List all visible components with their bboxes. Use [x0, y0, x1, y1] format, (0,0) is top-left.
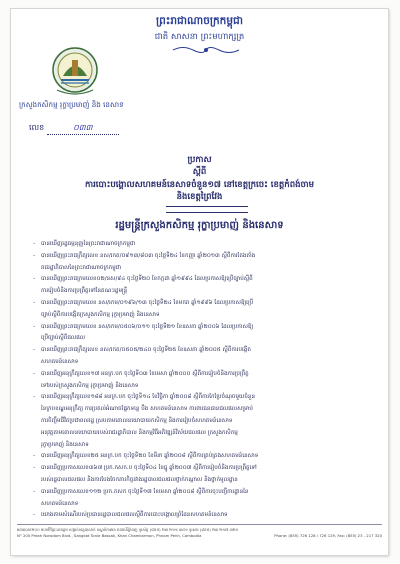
footer-phone: Phone: (855) 726 128 / 726 129, Fax: (855) 23 - 217 320 [274, 533, 382, 538]
footer-khmer-address: អគារលេខ២០០ មហាវិថីព្រះនរោត្តម សង្កាត់ទន្លេបាសាក់ ខណ្ឌចំការមន រាជធានីភ្នំពេញ ទូរស័ព្ទ (៨៥៥) ២៣ ២១១ ៣៥១ ទូរសារ (៨៥៥) ២៣ ២១៧ ៣២០ [17, 527, 239, 532]
clause-line: រុក្ខាប្រមាញ់ និងនេសាទ [41, 441, 89, 448]
clause-item [33, 487, 376, 511]
clause-line: - បានឃើញព្រះរាជក្រមលេខ នស/រកម/០៥០៦/០១១ ចុះថ្ងៃទី២១ ខែឧសភា ឆ្នាំ២០០៦ ដែលប្រកាសឱ្យ [41, 323, 254, 330]
footer-address: N° 200 Preah Norodom Blvd., Sangkat Tonle Bassak, Khan Chamkarmon, Phnom Penh, Cambodia [17, 533, 202, 538]
title-underline [166, 206, 248, 213]
clause-item [33, 239, 376, 251]
clause-line: - បានឃើញអនុក្រឹត្យលេខ១៧ អនក្រ.បក ចុះថ្ងៃទី០៣ ខែមេសា ឆ្នាំ២០០០ ស្តីពីការរៀបចំនិងការប្រព្រឹត្ត [41, 370, 249, 377]
clause-line: ការចិញ្ចឹមជីវិតប្រជាពលរដ្ឋ ស្របតាមគោលនយោបាយកសិកម្ម និងការរៀបចំសហគមន៍នេសាទ [41, 417, 233, 424]
number-label: លេខ [29, 123, 45, 132]
clause-line: ច្បាប់ស្តីពីការបង្កើតក្រសួងកសិកម្ម រុក្ខាប្រមាញ់ និងនេសាទ [41, 311, 160, 318]
clause-item [33, 345, 376, 369]
clause-item [33, 251, 376, 275]
minister-title: រដ្ឋមន្ត្រីក្រសួងកសិកម្ម រុក្ខាប្រមាញ់ និងនេសាទ [115, 220, 284, 231]
clause-item [33, 322, 376, 346]
clause-item [33, 369, 376, 393]
ministry-emblem-icon [49, 46, 101, 96]
clause-line: - បានឃើញព្រះរាជក្រមលេខ នស/រកម/០១៩៦/១៣ ចុះថ្ងៃទី២៤ ខែមករា ឆ្នាំ១៩៩៦ ដែលប្រកាសឱ្យប្រើ [41, 299, 254, 306]
document-type: ប្រកាស [187, 155, 212, 165]
document-page [11, 9, 388, 555]
clause-line: ការរៀបចំនិងការប្រព្រឹត្តទៅនៃគណៈរដ្ឋមន្ត្រី [41, 288, 128, 295]
preamble-clauses [33, 239, 376, 522]
clause-line: - បានឃើញរដ្ឋធម្មនុញ្ញនៃព្រះរាជាណាចក្រកម្ពុជា [41, 241, 136, 247]
clause-item [33, 298, 376, 322]
clause-item [33, 274, 376, 298]
clause-item [33, 392, 376, 451]
reference-number: ០៣៣ [47, 122, 119, 135]
reference-number-row [29, 122, 119, 135]
clause-line: នៃក្របខណ្ឌអនុក្រឹត្យ ការប្រគល់អំណាចផ្នែកទន្លេ បឹង សហគមន៍នេសាទ ការពារធនធានជលផលសម្រាប់ [41, 406, 253, 413]
clause-line: - បានឃើញអនុក្រឹត្យលេខ១៨៨ អនក្រ.បក ចុះថ្ងៃទី១៤ ខែវិច្ឆិកា ឆ្នាំ២០០៨ ស្តីពីការកែប្រែចំណុចមួយចំនួន [41, 394, 255, 401]
clause-line: - បានឃើញអនុក្រឹត្យលេខ២៥ អនក្រ.បក ចុះថ្ងៃទី២០ ខែមីនា ឆ្នាំ២០០៨ ស្តីពីការគ្រប់គ្រងសហគមន៍នេសាទ [41, 453, 259, 460]
national-motto: ជាតិ សាសនា ព្រះមហាក្សត្រ [154, 32, 245, 42]
clause-line: - បានឃើញព្រះរាជក្រមលេខ០២/នស/៩៤ ចុះថ្ងៃទី២០ ខែកក្កដា ឆ្នាំ១៩៩៤ ដែលប្រកាសឱ្យប្រើច្បាប់ស្តីពី [41, 276, 253, 283]
clause-line: របស់រដ្ឋបាលជលផល និងការបែងចែកភារកិច្ចរវាងរដ្ឋបាលជលផលថ្នាក់កណ្តាល និងថ្នាក់មូលដ្ឋាន [41, 476, 238, 483]
clause-line: - បានឃើញប្រកាសលេខ១១២ ប្រក.កសក ចុះថ្ងៃទី១៧ ខែមេសា ឆ្នាំ២០០៨ ស្តីពីការចុះបញ្ជីការដ្ឋាននៃ [41, 488, 249, 495]
clause-item [33, 451, 376, 463]
clause-item [33, 463, 376, 487]
clause-line: អនុវត្តតាមគោលនយោបាយរបស់រាជរដ្ឋាភិបាល និងកម្មវិធីអភិវឌ្ឍន៍វិស័យជលផល ក្រសួងកសិកម្ម [41, 429, 238, 436]
clause-line: ទៅរបស់ក្រសួងកសិកម្ម រុក្ខាប្រមាញ់ និងនេសាទ [41, 382, 139, 389]
ministry-name: ក្រសួងកសិកម្ម រុក្ខាប្រមាញ់ និង នេសាទ [19, 100, 124, 109]
kingdom-title: ព្រះរាជាណាចក្រកម្ពុជា [155, 15, 243, 27]
clause-line: សហគមន៍នេសាទ [41, 500, 79, 507]
clause-line: រាជរដ្ឋាភិបាលនៃព្រះរាជាណាចក្រកម្ពុជា [41, 264, 122, 271]
subject-line-2: និងខេត្តព្រៃវែង [176, 192, 223, 202]
clause-line: - យោងតាមសំណើរបស់ប្រធានរដ្ឋបាលជលផលស្តីពីការបោះបង្គោលព្រំដែនសហគមន៍នេសាទ [41, 512, 228, 519]
about-label: ស្តីពី [192, 167, 207, 177]
clause-line: - បានឃើញប្រកាសលេខ៣៦៧ ប្រក.កសក.ប ចុះថ្ងៃទី០៤ ខែធ្នូ ឆ្នាំ២០០៧ ស្តីពីការរៀបចំនិងការប្រព្រឹត្តទៅ [41, 465, 257, 472]
clause-line: ប្រើច្បាប់ស្តីពីជលផល [41, 335, 86, 342]
subject-line-1: ការបោះបង្គោលសហគមន៍នេសាទចំនួន១៧ នៅខេត្តក្រចេះ ខេត្តកំពង់ចាម [85, 180, 314, 190]
clause-line: សហគមន៍នេសាទ [41, 358, 79, 365]
letterhead-footer [17, 524, 382, 539]
clause-line: - បានឃើញព្រះរាជក្រឹត្យលេខ នស/រកត/០៩១៣/៨០៣ ចុះថ្ងៃទី២៤ ខែកញ្ញា ឆ្នាំ២០១៣ ស្តីពីការតែងតាំង [41, 252, 256, 259]
ornament-divider-icon [171, 45, 241, 55]
footer-contact-row [17, 533, 382, 539]
clause-line: - បានឃើញព្រះរាជក្រឹត្យលេខ នស/រកត/០៥០៥/២៤០ ចុះថ្ងៃទី២៥ ខែឧសភា ឆ្នាំ២០០៥ ស្តីពីការបង្កើត [41, 347, 251, 354]
clause-item [33, 510, 376, 522]
